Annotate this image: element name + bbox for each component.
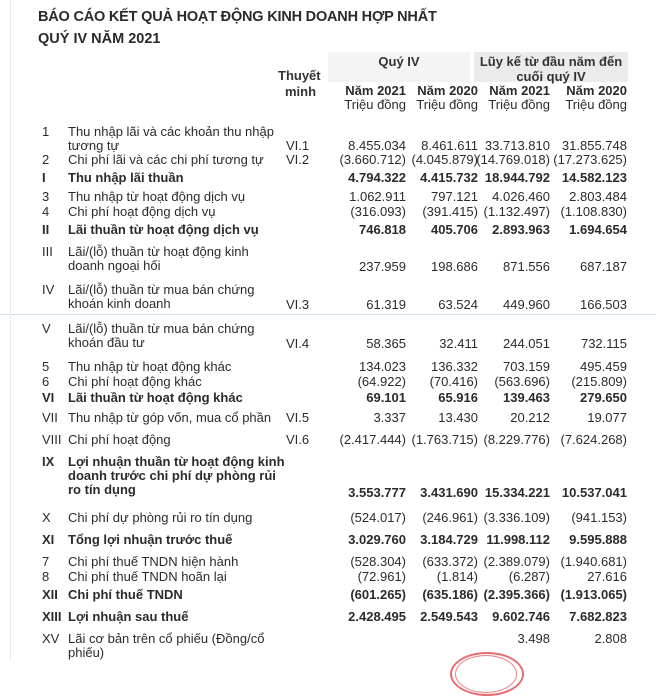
row-number: XIII	[42, 609, 62, 624]
row-label: Chi phí dự phòng rủi ro tín dụng	[68, 510, 253, 525]
row-value: 2.808	[594, 631, 627, 646]
column-unit: Triệu đồng	[565, 97, 627, 112]
row-label: Lãi thuần từ hoạt động khác	[68, 390, 243, 405]
column-unit: Triệu đồng	[344, 97, 406, 112]
row-value: 18.944.792	[484, 170, 550, 185]
row-value: (4.045.879)	[411, 152, 478, 167]
report-title: BÁO CÁO KẾT QUẢ HOẠT ĐỘNG KINH DOANH HỢP NHẤT	[38, 9, 437, 25]
row-value: 134.023	[359, 359, 406, 374]
row-number: III	[42, 244, 53, 259]
row-value: (6.287)	[508, 569, 550, 584]
row-note-ref: VI.1	[286, 138, 310, 153]
row-number: VII	[42, 410, 58, 425]
row-label: Chi phí hoạt động dịch vụ	[68, 204, 216, 219]
row-label: Chi phí hoạt động khác	[68, 374, 202, 389]
row-number: 5	[42, 359, 50, 374]
row-value: 27.616	[587, 569, 627, 584]
row-value: (7.624.268)	[560, 432, 627, 447]
row-label: Lợi nhuận thuần từ hoạt động kinh doanh trước chi phí dự phòng rủi ro tín dụng	[68, 454, 285, 497]
row-number: 1	[42, 124, 50, 139]
row-note-ref: VI.2	[286, 152, 310, 167]
row-value: 2.803.484	[569, 189, 627, 204]
row-value: 2.428.495	[348, 609, 406, 624]
row-value: 198.686	[431, 259, 478, 274]
row-value: 3.337	[373, 410, 406, 425]
row-value: (563.696)	[494, 374, 550, 389]
row-number: IV	[42, 282, 55, 297]
row-value: 4.794.322	[348, 170, 406, 185]
row-label: Thu nhập từ góp vốn, mua cổ phần	[68, 410, 272, 425]
row-value: (633.372)	[422, 554, 478, 569]
row-label: Lãi/(lỗ) thuần từ hoạt động kinh doanh ngoại hối	[68, 244, 249, 273]
header-group-ytd: Lũy kế từ đầu năm đến cuối quý IV	[479, 54, 623, 84]
row-value: 33.713.810	[484, 138, 550, 153]
row-value: (316.093)	[350, 204, 406, 219]
row-value: (635.186)	[422, 587, 478, 602]
row-number: 6	[42, 374, 50, 389]
row-value: 746.818	[359, 222, 406, 237]
row-value: 69.101	[366, 390, 406, 405]
row-value: 4.026.460	[492, 189, 550, 204]
row-value: (3.336.109)	[483, 510, 550, 525]
row-value: 3.029.760	[348, 532, 406, 547]
row-value: 13.430	[438, 410, 478, 425]
row-value: 19.077	[587, 410, 627, 425]
row-value: (215.809)	[571, 374, 627, 389]
row-number: 8	[42, 569, 50, 584]
row-number: V	[42, 321, 51, 336]
row-label: Chi phí lãi và các chi phí tương tự	[68, 152, 264, 167]
row-value: (1.763.715)	[411, 432, 478, 447]
row-value: 2.893.963	[492, 222, 550, 237]
row-value: 9.595.888	[569, 532, 627, 547]
row-value: 1.062.911	[349, 189, 406, 204]
row-value: 871.556	[503, 259, 550, 274]
row-note-ref: VI.5	[286, 410, 310, 425]
row-value: 20.212	[510, 410, 550, 425]
row-value: (1.132.497)	[483, 204, 550, 219]
row-value: 797.121	[431, 189, 478, 204]
row-value: 15.334.221	[484, 485, 550, 500]
row-value: 65.916	[438, 390, 478, 405]
row-value: 61.319	[366, 297, 406, 312]
row-value: 9.602.746	[492, 609, 550, 624]
row-label: Chi phí thuế TNDN hiện hành	[68, 554, 239, 569]
row-value: 8.455.034	[348, 138, 406, 153]
row-value: 7.682.823	[569, 609, 627, 624]
header-note-label: Thuyết	[278, 68, 321, 83]
row-value: (601.265)	[350, 587, 406, 602]
row-label: Tổng lợi nhuận trước thuế	[68, 532, 233, 547]
row-value: (14.769.018)	[476, 152, 550, 167]
row-value: 3.498	[517, 631, 550, 646]
row-value: (70.416)	[429, 374, 478, 389]
row-value: (64.922)	[357, 374, 406, 389]
row-number: VI	[42, 390, 55, 405]
row-value: (524.017)	[350, 510, 406, 525]
row-label: Chi phí hoạt động	[68, 432, 171, 447]
row-value: (2.395.366)	[483, 587, 550, 602]
row-value: 3.431.690	[420, 485, 478, 500]
row-value: (1.913.065)	[560, 587, 627, 602]
row-value: 687.187	[580, 259, 627, 274]
row-value: (941.153)	[571, 510, 627, 525]
row-value: 279.650	[580, 390, 627, 405]
column-year: Năm 2021	[345, 83, 406, 98]
row-value: (1.108.830)	[560, 204, 627, 219]
row-value: (1.814)	[436, 569, 478, 584]
row-number: 3	[42, 189, 50, 204]
row-number: 4	[42, 204, 50, 219]
row-label: Lợi nhuận sau thuế	[68, 609, 189, 624]
row-label: Lãi/(lỗ) thuần từ mua bán chứng khoán kinh doanh	[68, 282, 255, 311]
row-value: 11.998.112	[486, 532, 550, 547]
row-value: 8.461.611	[421, 138, 478, 153]
page-break-line	[0, 314, 656, 315]
row-value: 4.415.732	[420, 170, 478, 185]
row-value: 63.524	[438, 297, 478, 312]
row-label: Lãi cơ bản trên cổ phiếu (Đồng/cổ phiếu)	[68, 631, 265, 660]
row-value: (391.415)	[422, 204, 478, 219]
row-number: 7	[42, 554, 50, 569]
column-header-q4-2020	[402, 84, 478, 112]
row-number: X	[42, 510, 51, 525]
header-group-quarter: Quý IV	[378, 54, 420, 69]
row-label: Lãi/(lỗ) thuần từ mua bán chứng khoán đầu tư	[68, 321, 255, 350]
row-value: 32.411	[439, 336, 478, 351]
row-value: (3.660.712)	[339, 152, 406, 167]
row-value: 1.694.654	[569, 222, 627, 237]
row-value: (72.961)	[357, 569, 406, 584]
row-value: 3.184.729	[420, 532, 478, 547]
report-period: QUÝ IV NĂM 2021	[38, 31, 161, 47]
column-year: Năm 2021	[489, 83, 550, 98]
row-value: 2.549.543	[420, 609, 478, 624]
row-value: (8.229.776)	[483, 432, 550, 447]
row-label: Thu nhập từ hoạt động dịch vụ	[68, 189, 246, 204]
row-value: 3.553.777	[348, 485, 406, 500]
header-note-label-2: minh	[285, 84, 317, 99]
row-number: XV	[42, 631, 60, 646]
row-note-ref: VI.3	[286, 297, 310, 312]
row-value: 14.582.123	[561, 170, 627, 185]
row-number: XII	[42, 587, 58, 602]
column-header-q4-2021	[330, 84, 406, 112]
row-value: 703.159	[503, 359, 550, 374]
column-header-ytd-2020	[551, 84, 627, 112]
column-year: Năm 2020	[566, 83, 627, 98]
row-value: (2.417.444)	[339, 432, 406, 447]
column-header-ytd-2021	[474, 84, 550, 112]
column-year: Năm 2020	[417, 83, 478, 98]
row-label: Chi phí thuế TNDN hoãn lại	[68, 569, 227, 584]
row-value: 58.365	[366, 336, 406, 351]
row-number: I	[42, 170, 46, 185]
row-note-ref: VI.4	[286, 336, 310, 351]
row-value: 244.051	[503, 336, 550, 351]
row-value: (2.389.079)	[483, 554, 550, 569]
row-value: (528.304)	[350, 554, 406, 569]
row-label: Thu nhập lãi và các khoản thu nhập tương tự	[68, 124, 274, 153]
row-label: Lãi thuần từ hoạt động dịch vụ	[68, 222, 259, 237]
column-unit: Triệu đồng	[488, 97, 550, 112]
row-value: (17.273.625)	[553, 152, 627, 167]
row-number: XI	[42, 532, 55, 547]
row-value: 31.855.748	[561, 138, 627, 153]
row-note-ref: VI.6	[286, 432, 310, 447]
row-value: 405.706	[431, 222, 478, 237]
row-value: 166.503	[580, 297, 627, 312]
row-value: (246.961)	[422, 510, 478, 525]
row-value: 449.960	[503, 297, 550, 312]
row-label: Thu nhập từ hoạt động khác	[68, 359, 232, 374]
row-number: II	[42, 222, 50, 237]
row-value: (1.940.681)	[560, 554, 627, 569]
row-value: 495.459	[580, 359, 627, 374]
row-value: 139.463	[503, 390, 550, 405]
row-label: Chi phí thuế TNDN	[68, 587, 183, 602]
row-label: Thu nhập lãi thuần	[68, 170, 184, 185]
row-number: IX	[42, 454, 55, 469]
row-value: 732.115	[580, 336, 627, 351]
row-value: 10.537.041	[561, 485, 627, 500]
row-value: 136.332	[431, 359, 478, 374]
row-value: 237.959	[359, 259, 406, 274]
row-number: VIII	[42, 432, 62, 447]
column-unit: Triệu đồng	[416, 97, 478, 112]
row-number: 2	[42, 152, 50, 167]
page-edge	[10, 0, 12, 661]
